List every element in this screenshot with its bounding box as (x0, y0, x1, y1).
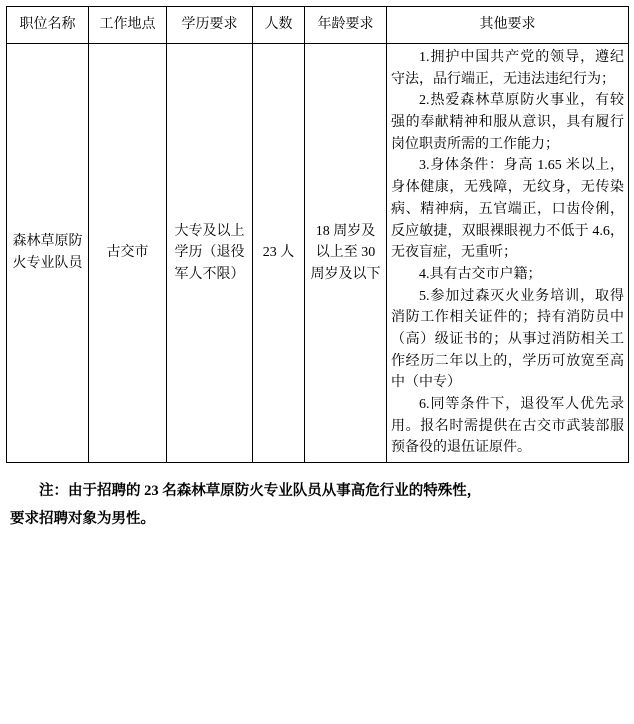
column-header-headcount: 人数 (253, 7, 305, 44)
column-header-age: 年龄要求 (305, 7, 387, 44)
other-requirement-item: 3.身体条件：身高 1.65 米以上，身体健康，无残障，无纹身，无传染病、精神病，五官端正，口齿伶俐，反应敏捷，双眼裸眼视力不低于 4.6，无夜盲症，无重听； (391, 158, 624, 261)
other-requirement-item: 1.拥护中国共产党的领导，遵纪守法，品行端正，无违法违纪行为； (391, 50, 624, 87)
table-body (7, 44, 629, 463)
column-header-other-requirements: 其他要求 (387, 7, 629, 44)
column-header-work-location: 工作地点 (89, 7, 167, 44)
footnote (6, 477, 628, 534)
column-header-position-name: 职位名称 (7, 7, 89, 44)
table-header (7, 7, 629, 44)
other-requirement-item: 2.热爱森林草原防火事业，有较强的奉献精神和服从意识，具有履行岗位职责所需的工作能力； (391, 93, 624, 152)
footnote-line-2: 要求招聘对象为男性。 (10, 511, 155, 528)
other-requirement-item: 6.同等条件下，退役军人优先录用。报名时需提供在古交市武装部服预备役的退伍证原件。 (391, 397, 624, 456)
table-header-row (7, 7, 629, 44)
other-requirement-item: 4.具有古交市户籍； (419, 266, 542, 282)
cell-headcount: 23 人 (253, 44, 305, 463)
cell-other-requirements (387, 44, 629, 463)
cell-age: 18 周岁及以上至 30 周岁及以下 (305, 44, 387, 463)
cell-position-name: 森林草原防火专业队员 (7, 44, 89, 463)
footnote-line-1: 注：由于招聘的 23 名森林草原防火专业队员从事高危行业的特殊性， (39, 483, 482, 500)
cell-work-location: 古交市 (89, 44, 167, 463)
cell-education: 大专及以上学历（退役军人不限） (167, 44, 253, 463)
column-header-education: 学历要求 (167, 7, 253, 44)
other-requirement-item: 5.参加过森灭火业务培训，取得消防工作相关证件的；持有消防员中（高）级证书的；从事过消防相关工作经历二年以上的，学历可放宽至高中（中专） (391, 288, 624, 391)
table-row (7, 44, 629, 463)
job-requirements-table (6, 6, 629, 463)
